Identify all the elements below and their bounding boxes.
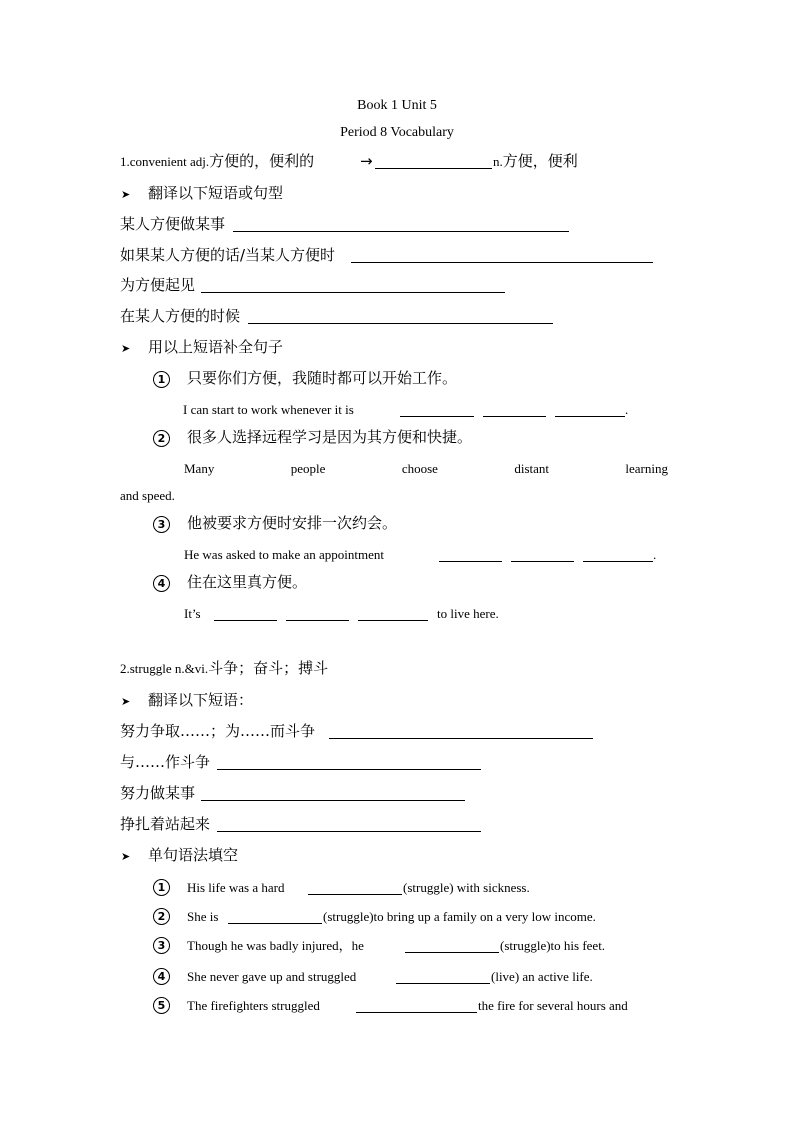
bullet-arrow-icon: ➤ — [121, 850, 131, 863]
answer-blank[interactable] — [356, 1012, 477, 1013]
arrow-symbol: → — [360, 152, 373, 170]
book-title: Book 1 Unit 5 — [357, 98, 437, 113]
sentence-english: It’s — [184, 606, 201, 621]
circled-number-icon: 1 — [153, 879, 170, 896]
item2-heading — [120, 661, 328, 677]
item2-meaning: 斗争；奋斗；搏斗 — [208, 659, 329, 677]
circled-number-icon: 4 — [153, 968, 170, 985]
sentence-continuation: and speed. — [120, 488, 175, 503]
item1-meaning: 方便的，便利的 — [209, 152, 315, 170]
bullet-arrow-icon: ➤ — [121, 188, 131, 201]
word: people — [290, 461, 326, 476]
sentence-part-b: (struggle) with sickness. — [403, 880, 530, 895]
phrase-prompt: 如果某人方便的话/当某人方便时 — [120, 246, 336, 264]
sentence-chinese: 住在这里真方便。 — [187, 573, 308, 591]
phrase-prompt: 与……作斗争 — [120, 753, 211, 771]
answer-blank[interactable] — [228, 923, 322, 924]
item1-noun — [493, 154, 578, 170]
sentence-tail: to live here. — [437, 606, 499, 621]
sentence-part-a: His life was a hard — [187, 880, 285, 895]
period-title: Period 8 Vocabulary — [340, 125, 454, 140]
circled-number-icon: 3 — [153, 937, 170, 954]
sentence-end: . — [625, 402, 629, 417]
answer-blank[interactable] — [201, 292, 505, 293]
answer-blank[interactable] — [286, 620, 349, 621]
phrase-prompt: 挣扎着站起来 — [120, 815, 211, 833]
answer-blank[interactable] — [358, 620, 428, 621]
word: choose — [401, 461, 438, 476]
phrase-prompt: 在某人方便的时候 — [120, 307, 241, 325]
answer-blank[interactable] — [351, 262, 653, 263]
sentence-english: I can start to work whenever it is — [183, 402, 354, 417]
sentence-english: He was asked to make an appointment — [184, 547, 384, 562]
sentence-english — [184, 462, 668, 475]
sentence-part-b: the fire for several hours and — [478, 998, 628, 1013]
circled-number-icon: 2 — [153, 908, 170, 925]
sentence-part-a: Though he was badly injured，he — [187, 938, 364, 953]
circled-number-icon: 2 — [153, 430, 170, 447]
sentence-part-a: She never gave up and struggled — [187, 969, 357, 984]
circled-number-icon: 4 — [153, 575, 170, 592]
answer-blank[interactable] — [308, 894, 402, 895]
answer-blank[interactable] — [583, 561, 653, 562]
task-heading: 用以上短语补全句子 — [148, 338, 284, 356]
phrase-prompt: 某人方便做某事 — [120, 215, 226, 233]
sentence-end: . — [653, 547, 657, 562]
answer-blank[interactable] — [555, 416, 625, 417]
answer-blank[interactable] — [217, 769, 481, 770]
answer-blank[interactable] — [396, 983, 490, 984]
answer-blank[interactable] — [201, 800, 465, 801]
phrase-prompt: 努力争取……；为……而斗争 — [120, 722, 316, 740]
answer-blank[interactable] — [214, 620, 277, 621]
answer-blank[interactable] — [405, 952, 499, 953]
noun-pos: n. — [493, 154, 503, 169]
answer-blank[interactable] — [439, 561, 502, 562]
bullet-arrow-icon: ➤ — [121, 342, 131, 355]
answer-blank[interactable] — [511, 561, 574, 562]
answer-blank[interactable] — [217, 831, 481, 832]
item1-heading — [120, 154, 314, 170]
circled-number-icon: 1 — [153, 371, 170, 388]
sentence-part-a: The firefighters struggled — [187, 998, 320, 1013]
answer-blank[interactable] — [375, 168, 492, 169]
sentence-chinese: 很多人选择远程学习是因为其方便和快捷。 — [187, 428, 473, 446]
phrase-prompt: 努力做某事 — [120, 784, 196, 802]
sentence-part-b: (live) an active life. — [491, 969, 593, 984]
task-heading: 单句语法填空 — [148, 846, 239, 864]
task-heading: 翻译以下短语或句型 — [148, 184, 284, 202]
answer-blank[interactable] — [248, 323, 553, 324]
item1-word: 1.convenient adj. — [120, 154, 210, 169]
circled-number-icon: 3 — [153, 516, 170, 533]
sentence-part-b: (struggle)to bring up a family on a very low income. — [323, 909, 596, 924]
item2-word: 2.struggle n.&vi. — [120, 661, 209, 676]
word: distant — [514, 461, 549, 476]
answer-blank[interactable] — [400, 416, 474, 417]
phrase-prompt: 为方便起见 — [120, 276, 196, 294]
task-heading: 翻译以下短语： — [148, 691, 254, 709]
sentence-chinese: 他被要求方便时安排一次约会。 — [187, 514, 398, 532]
circled-number-icon: 5 — [153, 997, 170, 1014]
word: learning — [625, 461, 668, 476]
sentence-part-a: She is — [187, 909, 219, 924]
sentence-part-b: (struggle)to his feet. — [500, 938, 606, 953]
answer-blank[interactable] — [233, 231, 569, 232]
bullet-arrow-icon: ➤ — [121, 695, 131, 708]
sentence-chinese: 只要你们方便，我随时都可以开始工作。 — [187, 369, 458, 387]
noun-meaning: 方便，便利 — [502, 152, 578, 170]
answer-blank[interactable] — [483, 416, 546, 417]
word: Many — [184, 461, 215, 476]
answer-blank[interactable] — [329, 738, 593, 739]
